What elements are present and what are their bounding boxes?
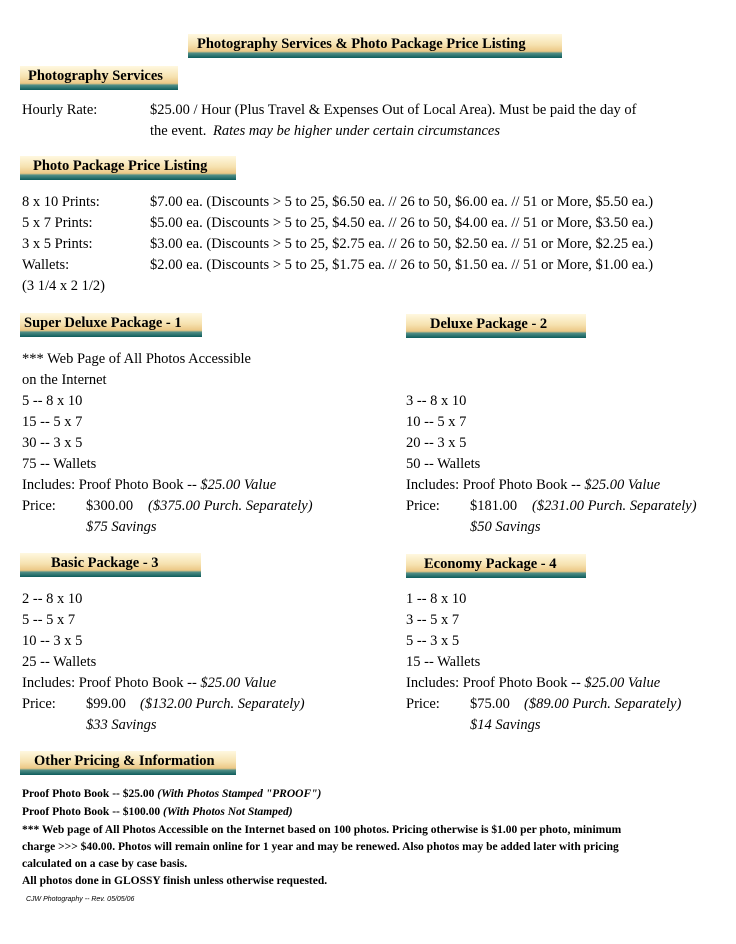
hourly-line-2 [150,121,500,142]
includes-text: Includes: Proof Photo Book -- [22,675,197,691]
hourly-line-1: $25.00 / Hour (Plus Travel & Expenses Out of Local Area). Must be paid the day of [150,102,637,118]
price-row-label: Wallets: [22,257,70,273]
basic-item: 10 -- 3 x 5 [22,633,83,649]
hourly-note: Rates may be higher under certain circumstances [213,123,500,139]
super-deluxe-web-1: *** Web Page of All Photos Accessible [22,351,251,367]
economy-price-label: Price: [406,696,440,712]
includes-text: Includes: Proof Photo Book -- [22,477,197,493]
includes-value: $25.00 Value [200,675,277,691]
price-row-value: $3.00 ea. (Discounts > 5 to 25, $2.75 ea. // 26 to 50, $2.50 ea. // 51 or More, $2.25 ea.) [150,236,654,252]
price-listing-header [20,156,236,180]
hourly-line-2a: the event. [150,123,207,139]
deluxe-header-text: Deluxe Package - 2 [430,316,548,332]
super-deluxe-savings: $75 Savings [86,519,157,535]
other-line-1b: (With Photos Stamped "PROOF") [157,788,322,800]
other-header [20,751,236,775]
super-deluxe-item: 75 -- Wallets [22,456,97,472]
super-deluxe-item: 5 -- 8 x 10 [22,393,83,409]
super-deluxe-item: 15 -- 5 x 7 [22,414,83,430]
wallet-size: (3 1/4 x 2 1/2) [22,278,105,294]
basic-includes [22,673,276,694]
other-line-1a: Proof Photo Book -- $25.00 [22,788,155,800]
super-deluxe-web-2: on the Internet [22,372,107,388]
other-line-1 [22,786,321,803]
economy-separate: ($89.00 Purch. Separately) [524,696,682,712]
includes-text: Includes: Proof Photo Book -- [406,477,581,493]
deluxe-item: 50 -- Wallets [406,456,481,472]
economy-savings: $14 Savings [470,717,541,733]
economy-item: 3 -- 5 x 7 [406,612,460,628]
super-deluxe-header [20,313,202,337]
super-deluxe-separate: ($375.00 Purch. Separately) [148,498,313,514]
services-header-text: Photography Services [28,68,163,84]
deluxe-header [406,314,586,338]
super-deluxe-price: $300.00 [86,498,134,514]
price-row-label: 5 x 7 Prints: [22,215,93,231]
other-line-6: All photos done in GLOSSY finish unless otherwise requested. [22,875,328,887]
includes-value: $25.00 Value [584,477,661,493]
includes-value: $25.00 Value [200,477,277,493]
other-line-4: charge >>> $40.00. Photos will remain online for 1 year and may be renewed. Also photos may be added later with pricing [22,841,619,853]
services-header [20,66,178,90]
basic-header [20,553,201,577]
other-line-2a: Proof Photo Book -- $100.00 [22,806,161,818]
super-deluxe-price-label: Price: [22,498,56,514]
economy-item: 5 -- 3 x 5 [406,633,460,649]
other-line-3: *** Web page of All Photos Accessible on the Internet based on 100 photos. Pricing otherwise is $1.00 per photo, minimum [22,824,622,836]
economy-includes [406,673,660,694]
economy-item: 1 -- 8 x 10 [406,591,467,607]
includes-text: Includes: Proof Photo Book -- [406,675,581,691]
page-title-text: Photography Services & Photo Package Price Listing [197,36,526,52]
basic-price-label: Price: [22,696,56,712]
basic-price: $99.00 [86,696,126,712]
deluxe-item: 10 -- 5 x 7 [406,414,467,430]
price-row-label: 8 x 10 Prints: [22,194,100,210]
deluxe-price: $181.00 [470,498,518,514]
economy-header-text: Economy Package - 4 [424,556,557,572]
super-deluxe-item: 30 -- 3 x 5 [22,435,83,451]
deluxe-item: 20 -- 3 x 5 [406,435,467,451]
other-line-5: calculated on a case by case basis. [22,858,188,870]
hourly-label: Hourly Rate: [22,102,98,118]
other-line-2 [22,804,293,821]
price-row-value: $5.00 ea. (Discounts > 5 to 25, $4.50 ea. // 26 to 50, $4.00 ea. // 51 or More, $3.50 ea.) [150,215,654,231]
basic-separate: ($132.00 Purch. Separately) [140,696,305,712]
economy-item: 15 -- Wallets [406,654,481,670]
basic-item: 5 -- 5 x 7 [22,612,76,628]
other-line-2b: (With Photos Not Stamped) [162,806,293,818]
economy-price: $75.00 [470,696,510,712]
price-listing-header-text: Photo Package Price Listing [33,158,208,174]
deluxe-separate: ($231.00 Purch. Separately) [532,498,697,514]
basic-item: 25 -- Wallets [22,654,97,670]
deluxe-savings: $50 Savings [470,519,541,535]
deluxe-price-label: Price: [406,498,440,514]
other-header-text: Other Pricing & Information [34,753,215,769]
basic-header-text: Basic Package - 3 [51,555,159,571]
super-deluxe-includes [22,475,276,496]
super-deluxe-header-text: Super Deluxe Package - 1 [24,315,182,331]
includes-value: $25.00 Value [584,675,661,691]
basic-item: 2 -- 8 x 10 [22,591,83,607]
page-title [188,34,562,58]
price-row-label: 3 x 5 Prints: [22,236,93,252]
economy-header [406,554,586,578]
deluxe-includes [406,475,660,496]
price-row-value: $2.00 ea. (Discounts > 5 to 25, $1.75 ea. // 26 to 50, $1.50 ea. // 51 or More, $1.00 ea.) [150,257,654,273]
basic-savings: $33 Savings [86,717,157,733]
price-row-value: $7.00 ea. (Discounts > 5 to 25, $6.50 ea. // 26 to 50, $6.00 ea. // 51 or More, $5.50 ea.) [150,194,654,210]
footer-revision: CJW Photography -- Rev. 05/05/06 [26,896,135,903]
deluxe-item: 3 -- 8 x 10 [406,393,467,409]
